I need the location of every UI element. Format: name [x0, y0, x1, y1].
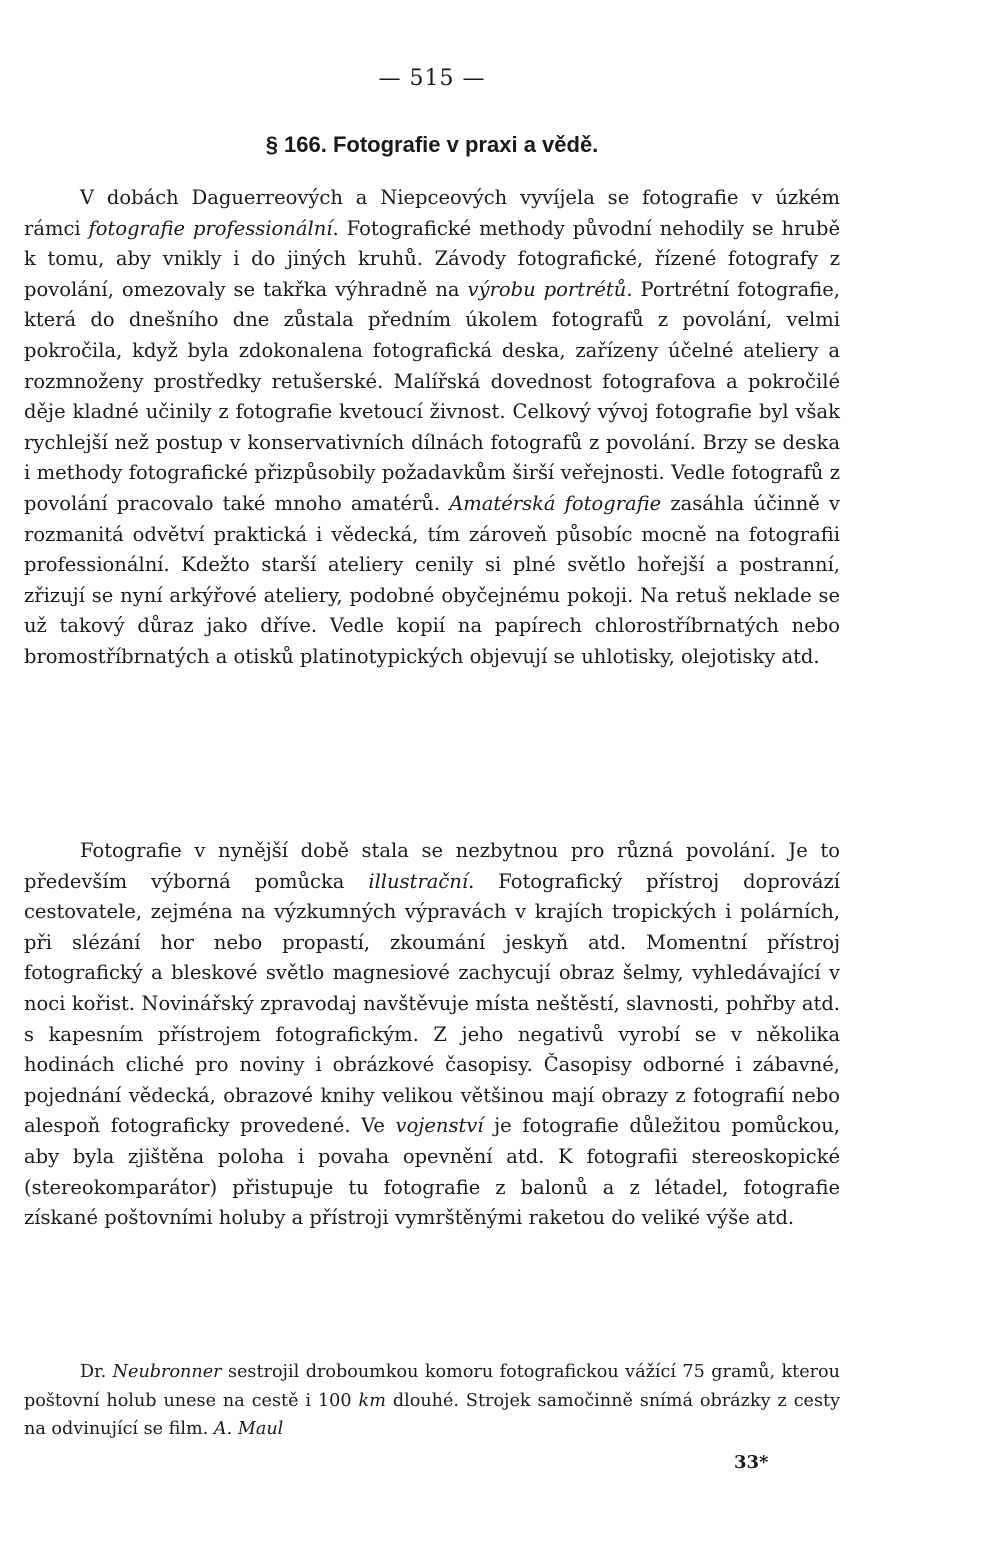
p3-text-1: Dr. [80, 1362, 113, 1382]
page-number: — 515 — [378, 66, 486, 91]
p1-text-2: . Fotografické methody původní nehodily se hrubě k tomu, aby vnikly i do jiných kruhů. Závody fotografické, řízené fotografy z povolání, omezovaly se takřka výhradně na [24, 216, 840, 301]
p3-text-2: sestrojil droboumkou komoru fotografickou vážící 75 gramů, kterou poštovní holub unese na cestě i 100 [24, 1362, 840, 1411]
p1-text-1: V dobách Daguerreových a Niepceových vyvíjela se fotografie v úzkém rámci [24, 186, 840, 240]
signature-mark: 33* [734, 1452, 769, 1473]
p2-italic-2: vojenství [395, 1114, 484, 1138]
p1-italic-1: fotografie professionální [88, 216, 333, 240]
p2-text-1: Fotografie v nynější době stala se nezbytnou pro různá povolání. Je to především výborná pomůcka [24, 839, 840, 893]
section-heading: § 166. Fotografie v praxi a vědě. [265, 132, 599, 157]
p1-text-4: zasáhla účinně v rozmanitá odvětví praktická i vědecká, tím zároveň působíc mocně na fotografii professionální. Kdežto starší ateliery cenily si plné světlo hořejší a postranní, zřizují se nyní arkýřové ateliery, podobné obyčejnému pokoji. Na retuš neklade se už takový důraz jako dříve. Vedle kopií na papírech chlorostříbrnatých nebo bromostříbrnatých a otisků platinotypických objevují se uhlotisky, olejotisky atd. [24, 491, 840, 668]
p2-italic-1: illustrační [368, 869, 469, 893]
p3-text-3: dlouhé. Strojek samočinně snímá obrázky z cesty na odvinující se film. [24, 1390, 841, 1439]
p1-italic-2: výrobu portrétů [467, 277, 627, 301]
paragraph-1 [24, 183, 840, 673]
p1-italic-3: Amatérská fotografie [449, 491, 662, 515]
p3-italic-3: A. Maul [213, 1419, 284, 1439]
p2-text-2: . Fotografický přístroj doprovází cestovatele, zejména na výzkumných výpravách v krajích tropických i polárních, při slézání hor nebo propastí, zkoumání jeskyň atd. Momentní přístroj fotografický a bleskové světlo magnesiové zachycují obraz šelmy, vyhledávající v noci kořist. Novinářský zpravodaj navštěvuje místa neštěstí, slavnosti, pohřby atd. s kapesním přístrojem fotografickým. Z jeho negativů vyrobí se v několika hodinách cliché pro noviny i obrázkové časopisy. Časopisy odborné i zábavné, pojednání vědecká, obrazové knihy velikou většinou mají obrazy z fotografií nebo alespoň fotograficky provedené. Ve [24, 869, 840, 1138]
p3-italic-2: km [358, 1390, 386, 1411]
paragraph-2 [24, 836, 840, 1234]
paragraph-3-small-print [24, 1358, 840, 1444]
p3-italic-1: Neubronner [112, 1362, 222, 1382]
p2-text-3: je fotografie důležitou pomůckou, aby byla zjištěna poloha i povaha opevnění atd. K fotografii stereoskopické (stereokomparátor) přistupuje tu fotografie z balonů a z létadel, fotografie získané poštovními holuby a přístroji vymrštěnými raketou do veliké výše atd. [24, 1114, 840, 1230]
p1-text-3: . Portrétní fotografie, která do dnešního dne zůstala předním úkolem fotografů z povolání, velmi pokročila, když byla zdokonalena fotografická deska, zařízeny účelné ateliery a rozmnoženy prostředky retušerské. Malířská dovednost fotografova a pokročilé děje kladné učinily z fotografie kvetoucí živnost. Celkový vývoj fotografie byl však rychlejší než postup v konservativních dílnách fotografů z povolání. Brzy se deska i methody fotografické přizpůsobily požadavkům širší veřejnosti. Vedle fotografů z povolání pracovalo také mnoho amatérů. [24, 277, 840, 515]
